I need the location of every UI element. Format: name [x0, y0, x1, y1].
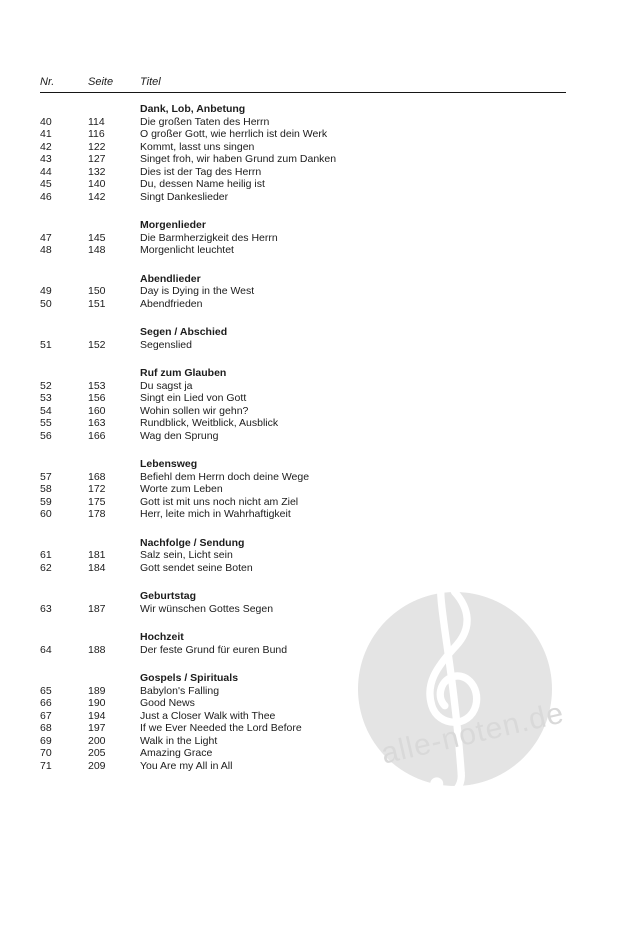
header-rule — [40, 92, 566, 93]
toc-row — [40, 298, 566, 311]
toc-row — [40, 603, 566, 616]
page-number: 132 — [88, 165, 106, 178]
song-title: Dies ist der Tag des Herrn — [140, 165, 262, 178]
song-title: Befiehl dem Herrn doch deine Wege — [140, 470, 310, 483]
page-number: 140 — [88, 178, 106, 190]
toc-row — [40, 722, 566, 735]
section-title: Dank, Lob, Anbetung — [140, 103, 246, 115]
page-number: 189 — [88, 684, 106, 697]
song-title: Babylon's Falling — [140, 684, 220, 697]
page-number: 194 — [88, 709, 106, 722]
song-number: 51 — [40, 338, 52, 351]
section-title: Segen / Abschied — [140, 326, 228, 338]
toc-row — [40, 380, 566, 393]
toc-row — [40, 562, 566, 575]
song-number: 49 — [40, 285, 52, 297]
toc-page — [40, 76, 566, 772]
page-number: 197 — [88, 722, 106, 734]
song-title: Morgenlicht leuchtet — [140, 244, 234, 256]
song-number: 59 — [40, 495, 52, 508]
toc-section — [40, 672, 566, 772]
song-title: Walk in the Light — [140, 734, 218, 747]
song-number: 53 — [40, 392, 52, 404]
page-number: 151 — [88, 297, 106, 310]
song-title: Worte zum Leben — [140, 483, 223, 495]
page-number: 160 — [88, 404, 106, 417]
song-number: 70 — [40, 747, 52, 759]
song-title: Abendfrieden — [140, 297, 203, 310]
page-number: 114 — [88, 115, 105, 128]
page-number: 145 — [88, 231, 106, 244]
song-title: Rundblick, Weitblick, Ausblick — [140, 417, 279, 429]
toc-row — [40, 191, 566, 204]
toc-row — [40, 166, 566, 179]
song-title: Kommt, lasst uns singen — [140, 140, 255, 153]
toc-section — [40, 219, 566, 257]
page-number: 156 — [88, 392, 106, 404]
page-number: 184 — [88, 561, 106, 574]
song-number: 50 — [40, 297, 52, 310]
song-number: 43 — [40, 153, 52, 165]
song-number: 44 — [40, 165, 52, 178]
toc-row — [40, 178, 566, 191]
page-number: 116 — [88, 128, 105, 140]
song-title: Die großen Taten des Herrn — [140, 115, 270, 128]
song-number: 69 — [40, 734, 52, 747]
section-title: Nachfolge / Sendung — [140, 536, 245, 549]
toc-body — [40, 103, 566, 772]
song-number: 40 — [40, 115, 52, 128]
toc-row — [40, 496, 566, 509]
page-number: 127 — [88, 153, 106, 165]
song-number: 66 — [40, 697, 52, 709]
song-title: Salz sein, Licht sein — [140, 549, 233, 561]
toc-section — [40, 537, 566, 575]
toc-row — [40, 685, 566, 698]
page-number: 153 — [88, 379, 106, 392]
toc-row — [40, 392, 566, 405]
toc-row — [40, 760, 566, 773]
page-number: 190 — [88, 697, 106, 709]
song-number: 58 — [40, 483, 52, 495]
page-number: 148 — [88, 244, 106, 256]
song-title: Segenslied — [140, 338, 192, 351]
song-number: 48 — [40, 244, 52, 256]
section-title: Ruf zum Glauben — [140, 367, 227, 379]
toc-row — [40, 483, 566, 496]
toc-row — [40, 128, 566, 141]
song-title: Wir wünschen Gottes Segen — [140, 602, 274, 615]
toc-row — [40, 710, 566, 723]
song-title: Gott ist mit uns noch nicht am Ziel — [140, 495, 299, 508]
col-header-nr: Nr. — [40, 76, 55, 88]
song-number: 57 — [40, 470, 52, 483]
toc-section — [40, 273, 566, 311]
song-number: 41 — [40, 128, 52, 140]
song-number: 46 — [40, 190, 52, 203]
page-number: 205 — [88, 747, 106, 759]
page-number: 166 — [88, 429, 106, 442]
toc-row — [40, 405, 566, 418]
song-title: Singt Dankeslieder — [140, 190, 229, 203]
toc-row — [40, 549, 566, 562]
toc-row — [40, 735, 566, 748]
page-number: 122 — [88, 140, 106, 153]
song-number: 71 — [40, 759, 52, 772]
toc-section — [40, 103, 566, 203]
toc-row — [40, 244, 566, 257]
song-number: 60 — [40, 508, 52, 520]
page-number: 188 — [88, 643, 106, 656]
song-title: If we Ever Needed the Lord Before — [140, 722, 302, 734]
song-number: 62 — [40, 561, 52, 574]
song-title: Gott sendet seine Boten — [140, 561, 253, 574]
page-number: 150 — [88, 285, 106, 297]
toc-row — [40, 285, 566, 298]
toc-row — [40, 697, 566, 710]
col-header-titel: Titel — [140, 76, 161, 88]
song-title: Du sagst ja — [140, 379, 193, 392]
section-title: Lebensweg — [140, 458, 198, 470]
song-number: 65 — [40, 684, 52, 697]
page-number: 175 — [88, 495, 106, 508]
toc-row — [40, 644, 566, 657]
song-title: Herr, leite mich in Wahrhaftigkeit — [140, 508, 291, 520]
toc-section — [40, 590, 566, 615]
song-number: 68 — [40, 722, 52, 734]
song-number: 67 — [40, 709, 52, 722]
song-title: Du, dessen Name heilig ist — [140, 178, 265, 190]
page-number: 172 — [88, 483, 106, 495]
page-number: 181 — [88, 549, 106, 561]
song-number: 63 — [40, 602, 52, 615]
toc-row — [40, 141, 566, 154]
page-number: 152 — [88, 338, 106, 351]
section-title: Morgenlieder — [140, 219, 206, 231]
song-number: 56 — [40, 429, 52, 442]
song-title: Amazing Grace — [140, 747, 213, 759]
song-title: Der feste Grund für euren Bund — [140, 643, 288, 656]
section-title: Gospels / Spirituals — [140, 672, 239, 684]
page-number: 200 — [88, 734, 106, 747]
song-title: Wohin sollen wir gehn? — [140, 404, 249, 417]
song-number: 52 — [40, 379, 52, 392]
song-title: You Are my All in All — [140, 759, 233, 772]
page-number: 178 — [88, 508, 106, 520]
page-number: 209 — [88, 759, 106, 772]
song-number: 47 — [40, 231, 52, 244]
section-title: Geburtstag — [140, 590, 197, 602]
toc-row — [40, 508, 566, 521]
song-title: Just a Closer Walk with Thee — [140, 709, 276, 722]
song-number: 55 — [40, 417, 52, 429]
col-header-seite: Seite — [88, 76, 114, 88]
column-headers — [40, 76, 566, 92]
song-title: Singt ein Lied von Gott — [140, 392, 247, 404]
song-title: Die Barmherzigkeit des Herrn — [140, 231, 278, 244]
section-title: Abendlieder — [140, 272, 201, 285]
toc-row — [40, 471, 566, 484]
page-number: 187 — [88, 602, 106, 615]
toc-row — [40, 116, 566, 129]
toc-section — [40, 631, 566, 656]
song-title: Good News — [140, 697, 195, 709]
toc-row — [40, 417, 566, 430]
watermark-text: alle-noten.de — [378, 696, 568, 771]
page-number: 142 — [88, 190, 106, 203]
page-number: 163 — [88, 417, 106, 429]
song-title: Singet froh, wir haben Grund zum Danken — [140, 153, 337, 165]
toc-row — [40, 747, 566, 760]
toc-row — [40, 430, 566, 443]
song-number: 42 — [40, 140, 52, 153]
section-title: Hochzeit — [140, 631, 184, 643]
song-number: 61 — [40, 549, 52, 561]
toc-section — [40, 458, 566, 521]
toc-section — [40, 367, 566, 442]
page-number: 168 — [88, 470, 106, 483]
song-title: O großer Gott, wie herrlich ist dein Werk — [140, 128, 328, 140]
toc-row — [40, 153, 566, 166]
song-title: Wag den Sprung — [140, 429, 219, 442]
song-number: 64 — [40, 643, 52, 656]
toc-section — [40, 326, 566, 351]
song-number: 54 — [40, 404, 52, 417]
toc-row — [40, 232, 566, 245]
song-number: 45 — [40, 178, 52, 190]
song-title: Day is Dying in the West — [140, 285, 255, 297]
toc-row — [40, 339, 566, 352]
